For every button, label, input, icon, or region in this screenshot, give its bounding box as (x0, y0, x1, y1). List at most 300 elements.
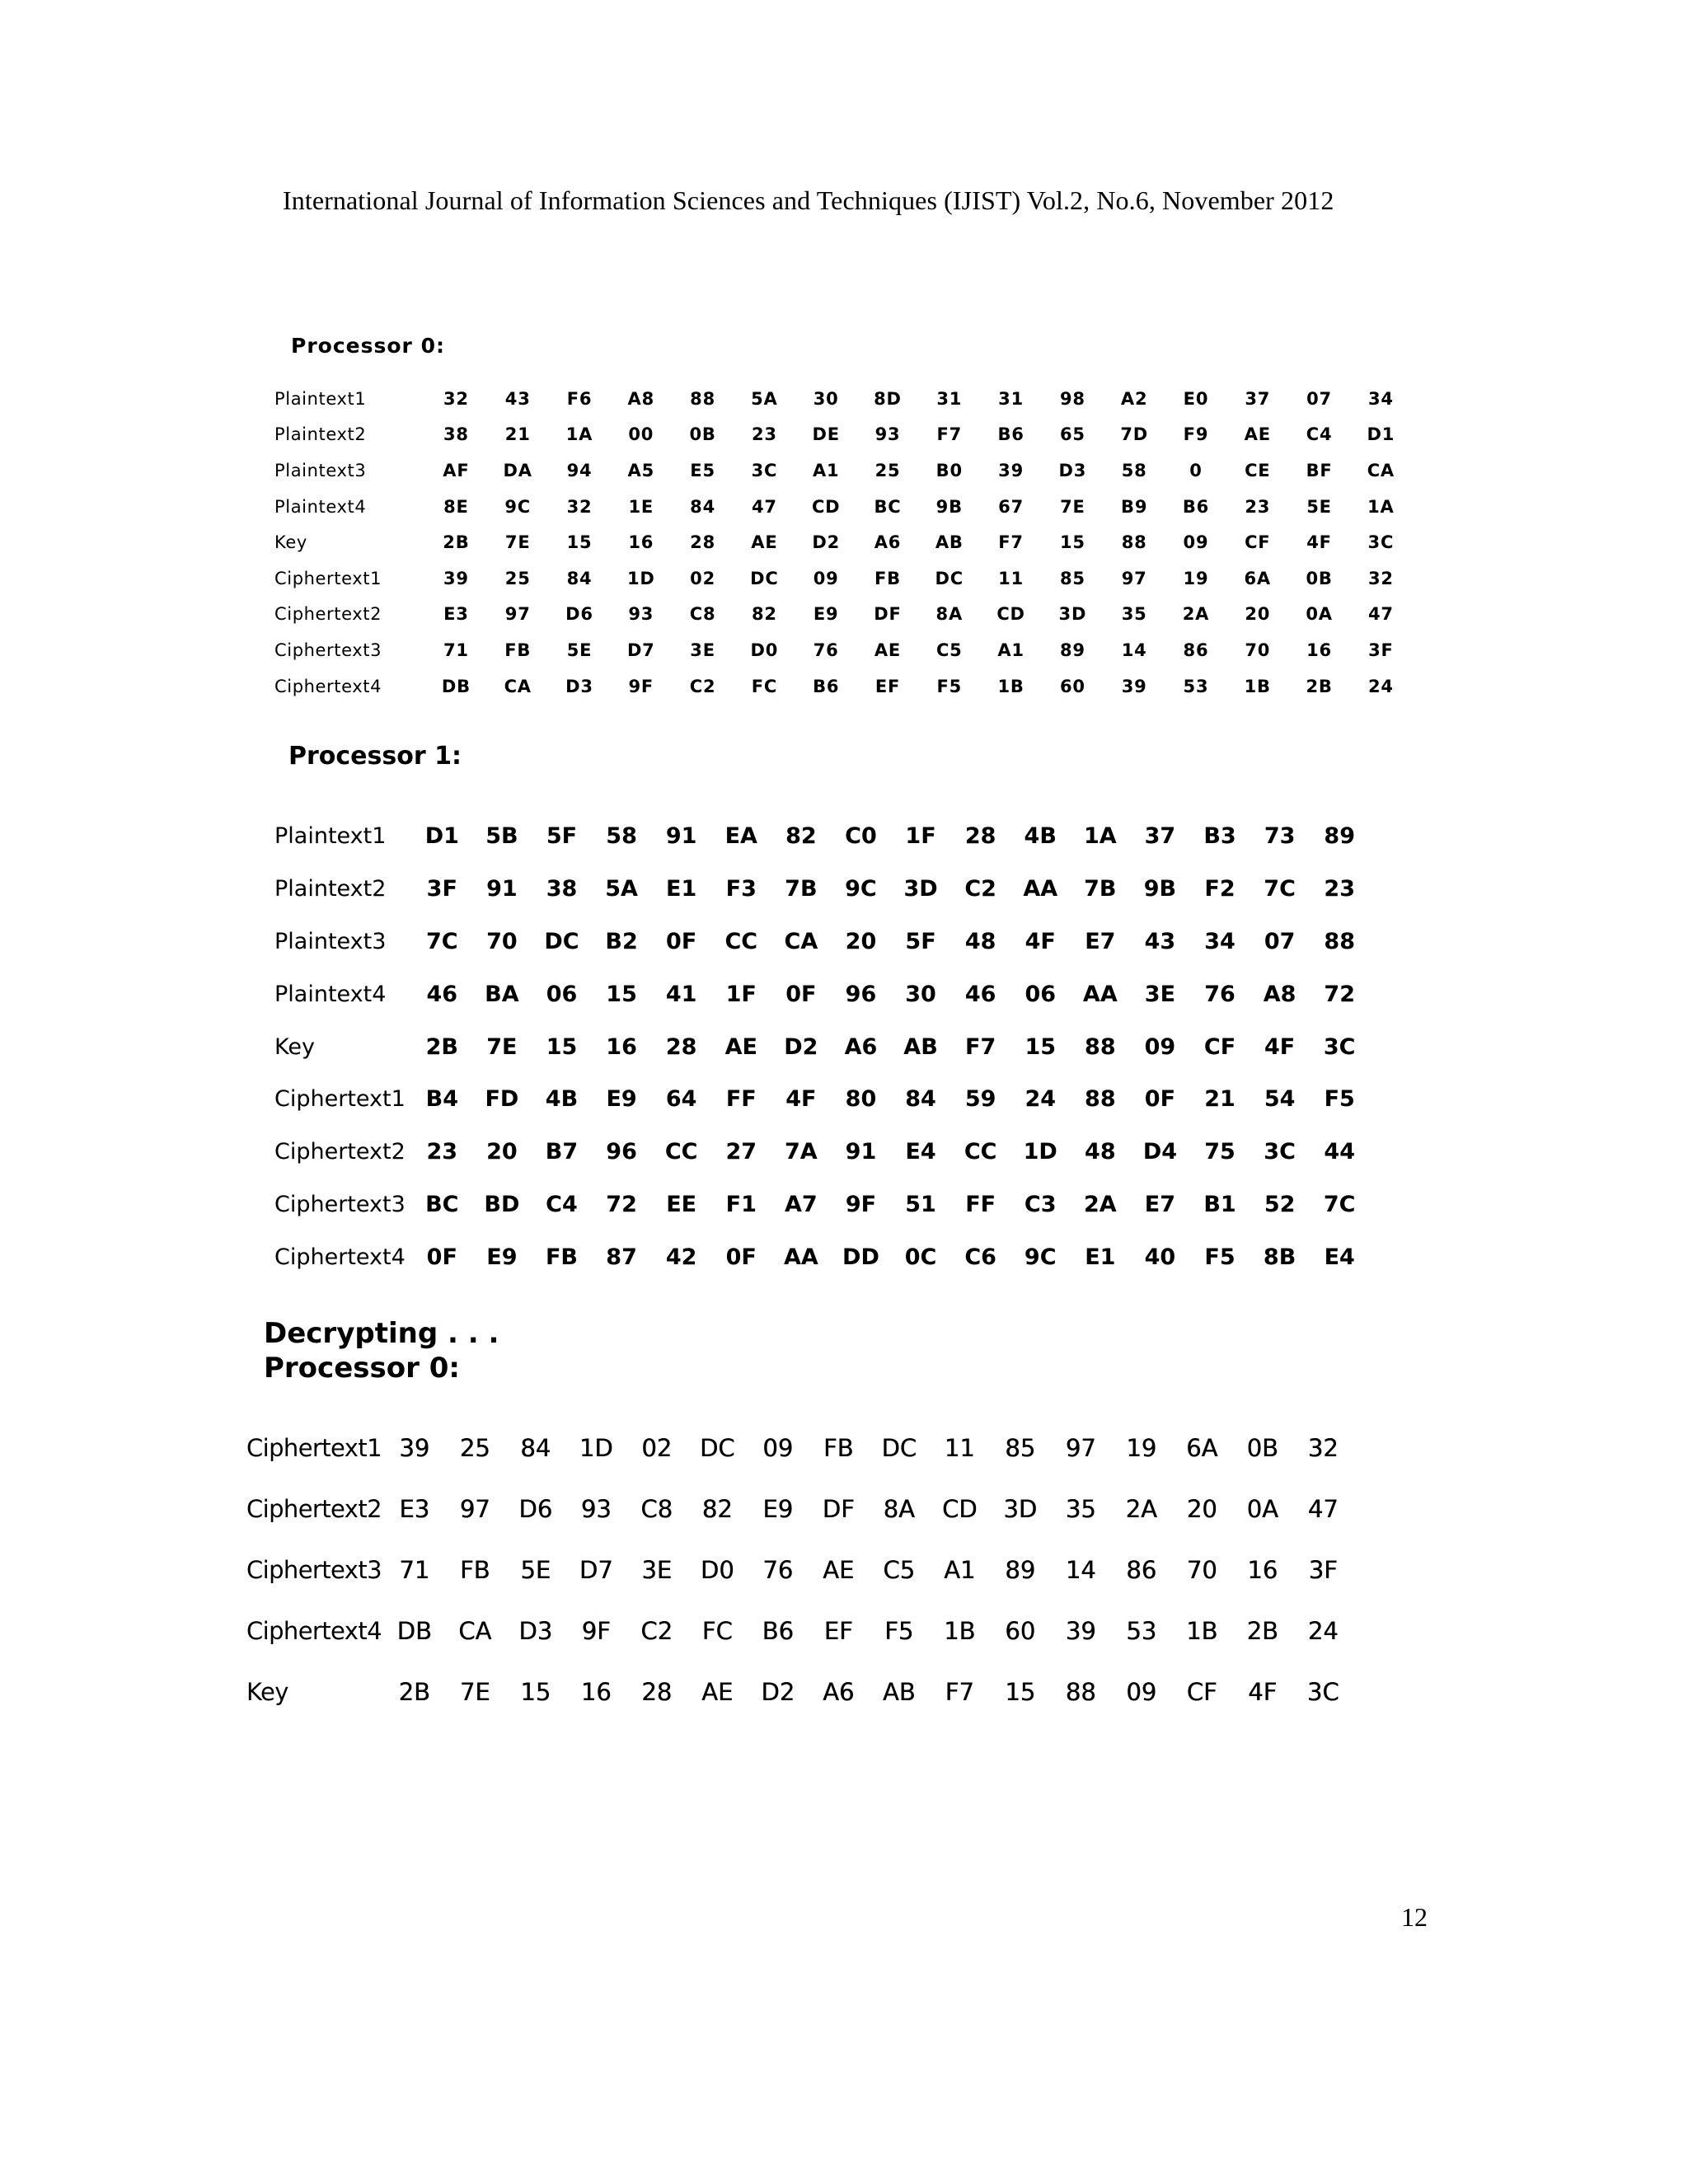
hex-byte-cell: 75 (1204, 1139, 1236, 1165)
hex-byte-cell: 5E (1306, 496, 1332, 517)
hex-byte-cell: BC (425, 1191, 459, 1217)
hex-byte-cell: 9C (504, 496, 531, 517)
hex-byte-cell: 93 (628, 604, 654, 625)
row-label: Ciphertext4 (274, 1244, 406, 1270)
hex-byte-cell: 9F (581, 1617, 611, 1645)
row-label: Plaintext1 (274, 823, 387, 850)
hex-byte-cell: A1 (812, 460, 840, 480)
hex-byte-cell: 47 (1367, 604, 1394, 625)
hex-byte-cell: 48 (1085, 1139, 1116, 1165)
hex-byte-cell: 39 (998, 460, 1024, 480)
hex-byte-cell: 93 (874, 424, 901, 445)
hex-byte-cell: 0F (785, 981, 817, 1007)
row-label: Plaintext3 (274, 928, 387, 954)
hex-byte-cell: 0B (1306, 568, 1333, 588)
hex-byte-cell: 3C (1264, 1139, 1296, 1165)
hex-byte-cell: B7 (545, 1139, 579, 1165)
hex-byte-cell: 15 (1025, 1033, 1057, 1060)
hex-byte-cell: 35 (1121, 604, 1147, 625)
table-row (274, 1126, 1370, 1179)
hex-byte-cell: 53 (1183, 676, 1209, 696)
hex-byte-cell: E5 (690, 460, 715, 480)
hex-byte-cell: 38 (443, 424, 469, 445)
hex-byte-cell: 3E (690, 640, 715, 660)
hex-byte-cell: 0A (1246, 1495, 1278, 1523)
hex-byte-cell: A8 (627, 388, 655, 409)
hex-byte-cell: 88 (1121, 532, 1147, 553)
hex-byte-cell: C5 (883, 1556, 916, 1584)
hex-byte-cell: 32 (1367, 568, 1394, 588)
hex-byte-cell: 19 (1126, 1434, 1157, 1462)
hex-byte-cell: 9F (845, 1191, 877, 1217)
hex-byte-cell: B0 (935, 460, 963, 480)
hex-byte-cell: 65 (1059, 424, 1085, 445)
hex-byte-cell: 96 (606, 1139, 637, 1165)
hex-byte-cell: E4 (1324, 1244, 1355, 1270)
table-row (274, 916, 1370, 968)
hex-byte-cell: 0F (1144, 1086, 1176, 1113)
hex-byte-cell: E7 (1144, 1191, 1176, 1217)
row-label: Ciphertext2 (274, 604, 382, 625)
hex-byte-cell: F5 (1324, 1086, 1355, 1113)
hex-byte-cell: 7B (785, 876, 818, 902)
hex-byte-cell: 76 (1204, 981, 1236, 1007)
hex-byte-cell: 98 (1059, 388, 1085, 409)
hex-byte-cell: 3D (1058, 604, 1087, 625)
hex-byte-cell: CA (504, 676, 532, 696)
decrypting-heading: Decrypting . . . (264, 1317, 499, 1350)
hex-byte-cell: AA (783, 1244, 818, 1270)
hex-byte-cell: 70 (486, 928, 518, 954)
table-row (274, 1073, 1370, 1126)
hex-byte-cell: D3 (565, 676, 593, 696)
hex-byte-cell: 28 (690, 532, 715, 553)
hex-byte-cell: E9 (486, 1244, 518, 1270)
hex-byte-cell: 24 (1307, 1617, 1339, 1645)
hex-byte-cell: FC (701, 1617, 733, 1645)
hex-byte-cell: 11 (998, 568, 1024, 588)
hex-byte-cell: AA (1023, 876, 1058, 902)
hex-byte-cell: 1B (1186, 1617, 1218, 1645)
row-label: Ciphertext2 (246, 1495, 382, 1523)
hex-byte-cell: F5 (884, 1617, 914, 1645)
hex-byte-cell: 9B (935, 496, 963, 517)
hex-byte-cell: 64 (665, 1086, 697, 1113)
hex-byte-cell: 86 (1126, 1556, 1157, 1584)
hex-byte-cell: AE (751, 532, 778, 553)
running-header: International Journal of Information Sciences and Techniques (IJIST) Vol.2, No.6, November 2012 (283, 185, 1334, 215)
hex-byte-cell: A1 (997, 640, 1025, 660)
hex-byte-cell: 07 (1306, 388, 1332, 409)
hex-byte-cell: E9 (606, 1086, 637, 1113)
hex-byte-cell: DC (699, 1434, 735, 1462)
hex-byte-cell: 7D (1120, 424, 1148, 445)
hex-byte-cell: 84 (520, 1434, 551, 1462)
hex-byte-cell: BF (1306, 460, 1333, 480)
hex-byte-cell: 21 (504, 424, 531, 445)
hex-byte-cell: 2B (443, 532, 470, 553)
hex-byte-cell: EE (666, 1191, 697, 1217)
row-label: Plaintext2 (274, 424, 367, 445)
hex-byte-cell: 2B (1306, 676, 1333, 696)
hex-byte-cell: 58 (606, 823, 637, 850)
hex-byte-cell: DC (881, 1434, 917, 1462)
hex-byte-cell: 23 (751, 424, 777, 445)
hex-byte-cell: 02 (690, 568, 715, 588)
hex-byte-cell: 82 (701, 1495, 733, 1523)
hex-byte-cell: D3 (1058, 460, 1087, 480)
hex-byte-cell: 23 (426, 1139, 458, 1165)
hex-byte-cell: CD (811, 496, 841, 517)
hex-byte-cell: FB (504, 640, 532, 660)
hex-byte-cell: 89 (1059, 640, 1085, 660)
table-row (274, 1020, 1370, 1073)
hex-byte-cell: 06 (1025, 981, 1057, 1007)
decrypting-processor-heading: Processor 0: (264, 1352, 460, 1385)
hex-byte-cell: CF (1245, 532, 1271, 553)
hex-byte-cell: C4 (1306, 424, 1333, 445)
hex-byte-cell: 5A (751, 388, 778, 409)
hex-byte-cell: 91 (486, 876, 518, 902)
row-label: Ciphertext1 (246, 1434, 382, 1462)
hex-byte-cell: 24 (1367, 676, 1394, 696)
hex-byte-cell: AB (903, 1033, 938, 1060)
processor1-title: Processor 1: (288, 742, 462, 771)
hex-byte-cell: 1E (628, 496, 654, 517)
hex-byte-cell: 7A (785, 1139, 818, 1165)
hex-byte-cell: 47 (751, 496, 777, 517)
hex-byte-cell: 4F (1306, 532, 1332, 553)
hex-byte-cell: 8B (1263, 1244, 1296, 1270)
hex-byte-cell: C3 (1024, 1191, 1057, 1217)
hex-byte-cell: EA (724, 823, 757, 850)
hex-byte-cell: AA (1082, 981, 1118, 1007)
hex-byte-cell: F7 (998, 532, 1024, 553)
hex-byte-cell: 41 (665, 981, 697, 1007)
hex-byte-cell: 34 (1204, 928, 1236, 954)
hex-byte-cell: 1B (997, 676, 1025, 696)
hex-byte-cell: DC (935, 568, 964, 588)
hex-byte-cell: F3 (725, 876, 757, 902)
hex-byte-cell: 0F (426, 1244, 457, 1270)
hex-byte-cell: C8 (689, 604, 716, 625)
hex-byte-cell: AE (1244, 424, 1271, 445)
hex-byte-cell: FF (965, 1191, 996, 1217)
hex-byte-cell: DF (822, 1495, 855, 1523)
table-row (274, 524, 1412, 560)
processor1-table (274, 810, 1370, 1283)
hex-byte-cell: 20 (845, 928, 877, 954)
hex-byte-cell: 16 (1306, 640, 1332, 660)
hex-byte-cell: 4F (785, 1086, 817, 1113)
row-label: Ciphertext1 (274, 1086, 406, 1113)
hex-byte-cell: D6 (518, 1495, 553, 1523)
hex-byte-cell: 89 (1324, 823, 1355, 850)
hex-byte-cell: 87 (606, 1244, 637, 1270)
hex-byte-cell: BD (484, 1191, 520, 1217)
hex-byte-cell: 6A (1186, 1434, 1218, 1462)
hex-byte-cell: 7C (425, 928, 458, 954)
hex-byte-cell: 31 (998, 388, 1024, 409)
hex-byte-cell: 31 (936, 388, 963, 409)
hex-byte-cell: 1F (725, 981, 757, 1007)
hex-byte-cell: 16 (1247, 1556, 1278, 1584)
hex-byte-cell: A8 (1263, 981, 1296, 1007)
hex-byte-cell: D2 (784, 1033, 818, 1060)
hex-byte-cell: EF (823, 1617, 853, 1645)
table-row (274, 417, 1412, 453)
row-label: Ciphertext4 (274, 676, 382, 696)
hex-byte-cell: 09 (813, 568, 839, 588)
hex-byte-cell: B1 (1203, 1191, 1236, 1217)
hex-byte-cell: 15 (606, 981, 637, 1007)
hex-byte-cell: F1 (725, 1191, 757, 1217)
hex-byte-cell: B6 (762, 1617, 794, 1645)
hex-byte-cell: 52 (1264, 1191, 1296, 1217)
table-row (274, 489, 1412, 525)
row-label: Key (274, 532, 307, 553)
hex-byte-cell: 09 (762, 1434, 794, 1462)
hex-byte-cell: FB (874, 568, 901, 588)
hex-byte-cell: 82 (751, 604, 777, 625)
hex-byte-cell: 1D (1023, 1139, 1057, 1165)
hex-byte-cell: AE (874, 640, 902, 660)
hex-byte-cell: 7C (1323, 1191, 1356, 1217)
hex-byte-cell: C2 (964, 876, 996, 902)
hex-byte-cell: CF (1186, 1678, 1217, 1706)
hex-byte-cell: A6 (874, 532, 902, 553)
hex-byte-cell: 7E (1060, 496, 1085, 517)
hex-byte-cell: AE (724, 1033, 757, 1060)
hex-byte-cell: 30 (813, 388, 839, 409)
hex-byte-cell: E9 (813, 604, 839, 625)
hex-byte-cell: E3 (399, 1495, 430, 1523)
hex-byte-cell: A6 (823, 1678, 855, 1706)
hex-byte-cell: 27 (725, 1139, 757, 1165)
hex-byte-cell: AB (935, 532, 964, 553)
hex-byte-cell: D6 (565, 604, 593, 625)
table-row (274, 632, 1412, 668)
hex-byte-cell: DA (503, 460, 532, 480)
hex-byte-cell: AE (823, 1556, 855, 1584)
hex-byte-cell: 1A (1367, 496, 1395, 517)
hex-byte-cell: CC (664, 1139, 698, 1165)
hex-byte-cell: A7 (785, 1191, 818, 1217)
hex-byte-cell: FF (725, 1086, 757, 1113)
hex-byte-cell: 88 (690, 388, 715, 409)
hex-byte-cell: 39 (1065, 1617, 1096, 1645)
hex-byte-cell: FB (459, 1556, 490, 1584)
hex-byte-cell: 09 (1126, 1678, 1157, 1706)
hex-byte-cell: 2B (398, 1678, 430, 1706)
row-label: Plaintext2 (274, 876, 387, 902)
row-label: Ciphertext1 (274, 568, 382, 588)
hex-byte-cell: 7E (504, 532, 531, 553)
hex-byte-cell: 4B (545, 1086, 579, 1113)
hex-byte-cell: DC (544, 928, 579, 954)
hex-byte-cell: C4 (546, 1191, 578, 1217)
hex-byte-cell: 70 (1186, 1556, 1217, 1584)
hex-byte-cell: 3C (1367, 532, 1395, 553)
hex-byte-cell: CD (941, 1495, 978, 1523)
hex-byte-cell: 84 (690, 496, 715, 517)
hex-byte-cell: E1 (1085, 1244, 1116, 1270)
hex-byte-cell: 1A (1083, 823, 1117, 850)
hex-byte-cell: E7 (1085, 928, 1116, 954)
hex-byte-cell: 93 (580, 1495, 612, 1523)
hex-byte-cell: 11 (944, 1434, 975, 1462)
hex-byte-cell: 23 (1245, 496, 1271, 517)
hex-byte-cell: 16 (606, 1033, 637, 1060)
hex-byte-cell: 34 (1367, 388, 1394, 409)
hex-byte-cell: 02 (641, 1434, 673, 1462)
hex-byte-cell: 9B (1143, 876, 1177, 902)
hex-byte-cell: 91 (845, 1139, 877, 1165)
hex-byte-cell: 70 (1245, 640, 1271, 660)
hex-byte-cell: F6 (566, 388, 593, 409)
hex-byte-cell: 53 (1126, 1617, 1157, 1645)
hex-byte-cell: 85 (1005, 1434, 1036, 1462)
hex-byte-cell: 88 (1065, 1678, 1096, 1706)
hex-byte-cell: 5B (485, 823, 518, 850)
hex-byte-cell: DC (750, 568, 779, 588)
hex-byte-cell: AF (443, 460, 470, 480)
processor0-title: Processor 0: (291, 334, 445, 358)
hex-byte-cell: 15 (520, 1678, 551, 1706)
hex-byte-cell: 32 (443, 388, 469, 409)
hex-byte-cell: 8D (874, 388, 902, 409)
hex-byte-cell: 5E (520, 1556, 551, 1584)
hex-byte-cell: CA (784, 928, 818, 954)
hex-byte-cell: 3D (903, 876, 938, 902)
hex-byte-cell: DD (842, 1244, 879, 1270)
hex-byte-cell: 8A (883, 1495, 915, 1523)
hex-byte-cell: 2B (425, 1033, 458, 1060)
hex-byte-cell: F7 (945, 1678, 974, 1706)
hex-byte-cell: 28 (641, 1678, 673, 1706)
hex-byte-cell: 84 (905, 1086, 936, 1113)
hex-byte-cell: 1A (565, 424, 593, 445)
hex-byte-cell: E9 (762, 1495, 794, 1523)
table-row (246, 1661, 1353, 1722)
hex-byte-cell: 16 (628, 532, 654, 553)
hex-byte-cell: 9C (1024, 1244, 1057, 1270)
table-row (246, 1540, 1353, 1601)
hex-byte-cell: 3F (1368, 640, 1394, 660)
hex-byte-cell: 60 (1005, 1617, 1036, 1645)
hex-byte-cell: 20 (1245, 604, 1271, 625)
hex-byte-cell: 4B (1024, 823, 1057, 850)
hex-byte-cell: 15 (546, 1033, 578, 1060)
hex-byte-cell: 1B (944, 1617, 976, 1645)
hex-byte-cell: 2A (1083, 1191, 1117, 1217)
hex-byte-cell: 4F (1025, 928, 1056, 954)
hex-byte-cell: A1 (944, 1556, 976, 1584)
hex-byte-cell: D0 (750, 640, 779, 660)
hex-byte-cell: 88 (1085, 1033, 1116, 1060)
hex-byte-cell: FC (751, 676, 778, 696)
hex-byte-cell: E3 (443, 604, 469, 625)
hex-byte-cell: 3F (426, 876, 457, 902)
hex-byte-cell: 3C (1306, 1678, 1339, 1706)
hex-byte-cell: 39 (443, 568, 469, 588)
hex-byte-cell: 28 (964, 823, 996, 850)
hex-byte-cell: D1 (1367, 424, 1395, 445)
hex-byte-cell: BC (874, 496, 902, 517)
row-label: Plaintext4 (274, 496, 367, 517)
hex-byte-cell: D2 (761, 1678, 795, 1706)
hex-byte-cell: BA (485, 981, 519, 1007)
hex-byte-cell: 7C (1264, 876, 1296, 902)
hex-byte-cell: 5E (566, 640, 593, 660)
hex-byte-cell: D7 (626, 640, 655, 660)
hex-byte-cell: B4 (425, 1086, 458, 1113)
hex-byte-cell: 25 (874, 460, 901, 480)
hex-byte-cell: A5 (627, 460, 655, 480)
hex-byte-cell: 71 (399, 1556, 430, 1584)
hex-byte-cell: C6 (964, 1244, 996, 1270)
hex-byte-cell: CC (724, 928, 758, 954)
row-label: Ciphertext4 (246, 1617, 382, 1645)
page-number: 12 (1401, 1902, 1428, 1932)
hex-byte-cell: 38 (546, 876, 578, 902)
hex-byte-cell: 60 (1059, 676, 1085, 696)
hex-byte-cell: CE (1245, 460, 1271, 480)
table-row (274, 560, 1412, 597)
hex-byte-cell: 43 (1144, 928, 1176, 954)
processor0-table (274, 381, 1412, 704)
hex-byte-cell: 71 (443, 640, 469, 660)
hex-byte-cell: 28 (665, 1033, 697, 1060)
hex-byte-cell: 7E (459, 1678, 490, 1706)
hex-byte-cell: 24 (1025, 1086, 1057, 1113)
hex-byte-cell: 3C (751, 460, 778, 480)
hex-byte-cell: F7 (965, 1033, 996, 1060)
hex-byte-cell: 8E (443, 496, 469, 517)
hex-byte-cell: 0A (1306, 604, 1333, 625)
hex-byte-cell: 96 (845, 981, 877, 1007)
hex-byte-cell: FB (545, 1244, 578, 1270)
hex-byte-cell: 42 (665, 1244, 697, 1270)
hex-byte-cell: 1B (1244, 676, 1271, 696)
hex-byte-cell: 21 (1204, 1086, 1236, 1113)
hex-byte-cell: 48 (964, 928, 996, 954)
hex-byte-cell: 72 (1324, 981, 1355, 1007)
hex-byte-cell: 7E (486, 1033, 518, 1060)
hex-byte-cell: 5F (905, 928, 936, 954)
hex-byte-cell: 51 (905, 1191, 936, 1217)
hex-byte-cell: E4 (905, 1139, 936, 1165)
hex-byte-cell: DB (396, 1617, 432, 1645)
hex-byte-cell: 39 (399, 1434, 430, 1462)
hex-byte-cell: 84 (566, 568, 593, 588)
hex-byte-cell: 1D (626, 568, 655, 588)
hex-byte-cell: F5 (1204, 1244, 1236, 1270)
hex-byte-cell: 47 (1307, 1495, 1339, 1523)
hex-byte-cell: 0F (725, 1244, 757, 1270)
hex-byte-cell: EF (874, 676, 901, 696)
hex-byte-cell: 25 (504, 568, 531, 588)
hex-byte-cell: 2B (1246, 1617, 1278, 1645)
hex-byte-cell: 6A (1244, 568, 1271, 588)
decrypting-title (264, 1316, 499, 1385)
hex-byte-cell: 97 (459, 1495, 490, 1523)
row-label: Key (274, 1033, 315, 1060)
row-label: Plaintext3 (274, 460, 367, 480)
hex-byte-cell: 44 (1324, 1139, 1355, 1165)
hex-byte-cell: 4F (1264, 1033, 1296, 1060)
hex-byte-cell: DB (441, 676, 471, 696)
